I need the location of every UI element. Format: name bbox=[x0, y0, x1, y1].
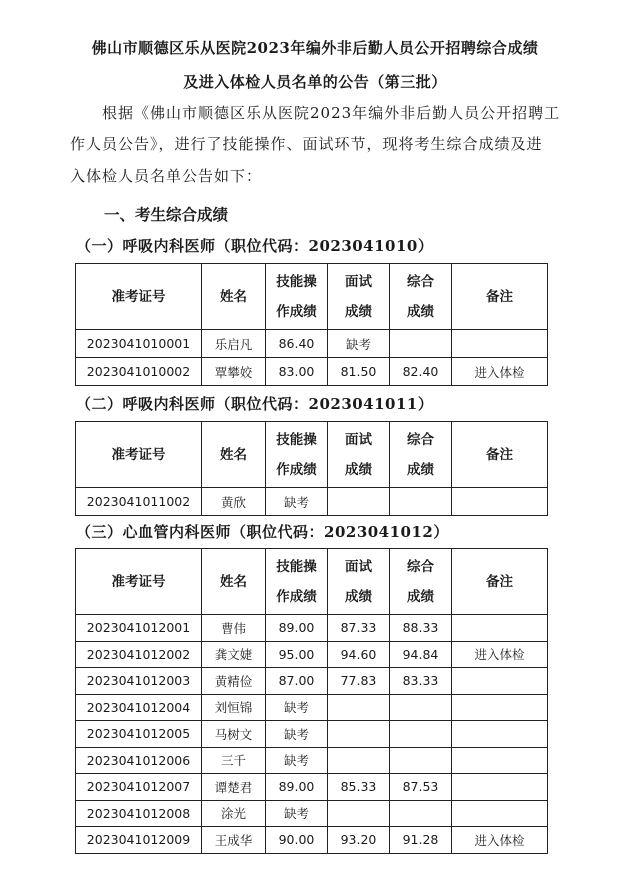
cell-note bbox=[452, 615, 548, 642]
header-skill-text: 作成绩 bbox=[276, 588, 317, 605]
header-name bbox=[202, 549, 266, 615]
header-exam-no-text: 准考证号 bbox=[111, 573, 166, 590]
table-header-row bbox=[76, 264, 548, 330]
cell-interview: 77.83 bbox=[328, 668, 390, 695]
cell-name: 涂光 bbox=[202, 800, 266, 827]
header-total-text: 综合 bbox=[407, 431, 434, 448]
header-total-text: 成绩 bbox=[407, 588, 434, 605]
header-interview-text: 成绩 bbox=[345, 303, 372, 320]
cell-name: 曹伟 bbox=[202, 615, 266, 642]
cell-exam-no: 2023041012003 bbox=[76, 668, 202, 695]
cell-total bbox=[390, 800, 452, 827]
header-exam-no bbox=[76, 422, 202, 488]
group-heading-1: （一）呼吸内科医师（职位代码：2023041010） bbox=[76, 237, 434, 255]
cell-skill: 89.00 bbox=[266, 774, 328, 801]
cell-total: 91.28 bbox=[390, 827, 452, 854]
cell-skill: 缺考 bbox=[266, 721, 328, 748]
header-name-text: 姓名 bbox=[220, 446, 247, 463]
intro-line3: 入体检人员名单公告如下： bbox=[70, 167, 263, 185]
score-table-2 bbox=[75, 421, 548, 516]
table-header-row bbox=[76, 549, 548, 615]
cell-total bbox=[390, 694, 452, 721]
header-name bbox=[202, 422, 266, 488]
intro-line1: 根据《佛山市顺德区乐从医院2023年编外非后勤人员公开招聘工 bbox=[102, 104, 561, 122]
header-name bbox=[202, 264, 266, 330]
section-heading: 一、考生综合成绩 bbox=[104, 205, 229, 224]
table-row bbox=[76, 774, 548, 801]
header-skill bbox=[266, 422, 328, 488]
header-total-text: 综合 bbox=[407, 273, 434, 290]
cell-total: 83.33 bbox=[390, 668, 452, 695]
cell-note: 进入体检 bbox=[452, 827, 548, 854]
table-row bbox=[76, 694, 548, 721]
cell-skill: 83.00 bbox=[266, 358, 328, 386]
header-interview-text: 成绩 bbox=[345, 588, 372, 605]
header-name-text: 姓名 bbox=[220, 573, 247, 590]
cell-name: 覃攀姣 bbox=[202, 358, 266, 386]
cell-exam-no: 2023041012002 bbox=[76, 641, 202, 668]
cell-note: 进入体检 bbox=[452, 358, 548, 386]
cell-exam-no: 2023041012004 bbox=[76, 694, 202, 721]
cell-skill: 90.00 bbox=[266, 827, 328, 854]
cell-note bbox=[452, 668, 548, 695]
cell-name: 黄精俭 bbox=[202, 668, 266, 695]
cell-name: 乐启凡 bbox=[202, 330, 266, 358]
doc-title-line1: 佛山市顺德区乐从医院2023年编外非后勤人员公开招聘综合成绩 bbox=[91, 39, 539, 57]
cell-skill: 缺考 bbox=[266, 800, 328, 827]
table-row bbox=[76, 827, 548, 854]
score-table-1 bbox=[75, 263, 548, 386]
cell-interview bbox=[328, 488, 390, 516]
header-total-text: 成绩 bbox=[407, 461, 434, 478]
cell-total: 88.33 bbox=[390, 615, 452, 642]
cell-interview: 94.60 bbox=[328, 641, 390, 668]
cell-note bbox=[452, 694, 548, 721]
cell-exam-no: 2023041010001 bbox=[76, 330, 202, 358]
cell-exam-no: 2023041011002 bbox=[76, 488, 202, 516]
cell-name: 马树文 bbox=[202, 721, 266, 748]
cell-name: 刘恒锦 bbox=[202, 694, 266, 721]
cell-interview: 93.20 bbox=[328, 827, 390, 854]
header-name-text: 姓名 bbox=[220, 288, 247, 305]
header-total bbox=[390, 264, 452, 330]
header-skill-text: 技能操 bbox=[276, 273, 317, 290]
header-note-text: 备注 bbox=[486, 288, 513, 305]
cell-name: 王成华 bbox=[202, 827, 266, 854]
cell-note bbox=[452, 800, 548, 827]
header-total-text: 成绩 bbox=[407, 303, 434, 320]
score-table-3 bbox=[75, 548, 548, 854]
header-total bbox=[390, 422, 452, 488]
cell-total bbox=[390, 747, 452, 774]
cell-total: 87.53 bbox=[390, 774, 452, 801]
header-skill-text: 作成绩 bbox=[276, 303, 317, 320]
cell-exam-no: 2023041012008 bbox=[76, 800, 202, 827]
cell-interview: 缺考 bbox=[328, 330, 390, 358]
table-row bbox=[76, 488, 548, 516]
doc-title-line2: 及进入体检人员名单的公告（第三批） bbox=[183, 73, 447, 91]
cell-exam-no: 2023041012005 bbox=[76, 721, 202, 748]
cell-exam-no: 2023041012009 bbox=[76, 827, 202, 854]
cell-exam-no: 2023041012006 bbox=[76, 747, 202, 774]
header-interview-text: 面试 bbox=[345, 431, 372, 448]
header-note-text: 备注 bbox=[486, 446, 513, 463]
header-skill bbox=[266, 549, 328, 615]
header-skill-text: 作成绩 bbox=[276, 461, 317, 478]
header-interview bbox=[328, 422, 390, 488]
cell-interview: 81.50 bbox=[328, 358, 390, 386]
table-row bbox=[76, 330, 548, 358]
cell-skill: 86.40 bbox=[266, 330, 328, 358]
table-row bbox=[76, 358, 548, 386]
header-exam-no-text: 准考证号 bbox=[111, 288, 166, 305]
cell-note bbox=[452, 774, 548, 801]
header-exam-no bbox=[76, 549, 202, 615]
cell-total bbox=[390, 330, 452, 358]
cell-interview bbox=[328, 800, 390, 827]
cell-exam-no: 2023041010002 bbox=[76, 358, 202, 386]
cell-name: 龚文婕 bbox=[202, 641, 266, 668]
cell-interview bbox=[328, 694, 390, 721]
header-interview-text: 面试 bbox=[345, 558, 372, 575]
cell-interview bbox=[328, 747, 390, 774]
table-row bbox=[76, 668, 548, 695]
cell-skill: 87.00 bbox=[266, 668, 328, 695]
header-skill-text: 技能操 bbox=[276, 558, 317, 575]
table-row bbox=[76, 800, 548, 827]
header-exam-no-text: 准考证号 bbox=[111, 446, 166, 463]
header-note bbox=[452, 549, 548, 615]
cell-total: 82.40 bbox=[390, 358, 452, 386]
header-interview-text: 面试 bbox=[345, 273, 372, 290]
cell-skill: 89.00 bbox=[266, 615, 328, 642]
table-row bbox=[76, 615, 548, 642]
header-note-text: 备注 bbox=[486, 573, 513, 590]
cell-skill: 缺考 bbox=[266, 747, 328, 774]
group-heading-2: （二）呼吸内科医师（职位代码：2023041011） bbox=[76, 395, 434, 413]
cell-exam-no: 2023041012007 bbox=[76, 774, 202, 801]
header-interview-text: 成绩 bbox=[345, 461, 372, 478]
cell-name: 黄欣 bbox=[202, 488, 266, 516]
cell-skill: 95.00 bbox=[266, 641, 328, 668]
header-skill bbox=[266, 264, 328, 330]
header-total-text: 综合 bbox=[407, 558, 434, 575]
cell-skill: 缺考 bbox=[266, 488, 328, 516]
cell-total bbox=[390, 721, 452, 748]
cell-note bbox=[452, 721, 548, 748]
header-note bbox=[452, 264, 548, 330]
cell-note bbox=[452, 747, 548, 774]
cell-note bbox=[452, 330, 548, 358]
cell-name: 谭楚君 bbox=[202, 774, 266, 801]
table-row bbox=[76, 721, 548, 748]
table-row bbox=[76, 641, 548, 668]
table-row bbox=[76, 747, 548, 774]
header-total bbox=[390, 549, 452, 615]
header-interview bbox=[328, 549, 390, 615]
cell-interview: 87.33 bbox=[328, 615, 390, 642]
group-heading-3: （三）心血管内科医师（职位代码：2023041012） bbox=[76, 523, 449, 541]
cell-note bbox=[452, 488, 548, 516]
cell-name: 三千 bbox=[202, 747, 266, 774]
intro-line2: 作人员公告》，进行了技能操作、面试环节，现将考生综合成绩及进 bbox=[70, 135, 543, 153]
header-interview bbox=[328, 264, 390, 330]
header-note bbox=[452, 422, 548, 488]
table-header-row bbox=[76, 422, 548, 488]
cell-note: 进入体检 bbox=[452, 641, 548, 668]
cell-interview bbox=[328, 721, 390, 748]
cell-total bbox=[390, 488, 452, 516]
cell-exam-no: 2023041012001 bbox=[76, 615, 202, 642]
header-skill-text: 技能操 bbox=[276, 431, 317, 448]
header-exam-no bbox=[76, 264, 202, 330]
cell-interview: 85.33 bbox=[328, 774, 390, 801]
cell-skill: 缺考 bbox=[266, 694, 328, 721]
cell-total: 94.84 bbox=[390, 641, 452, 668]
